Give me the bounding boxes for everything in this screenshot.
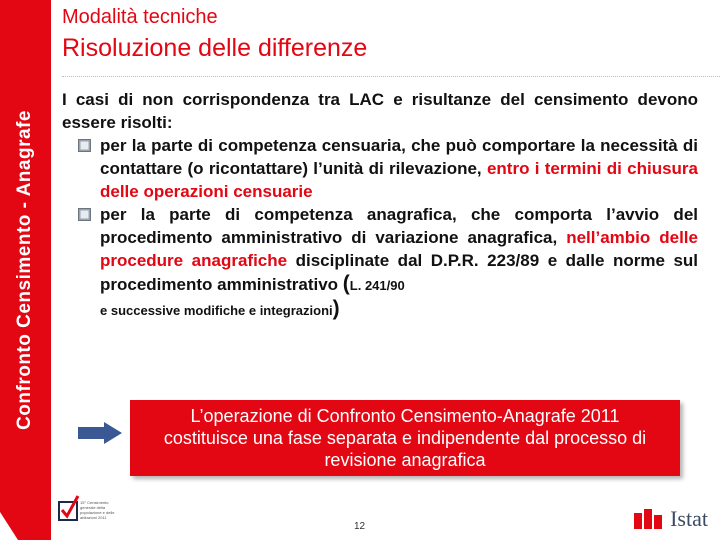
vertical-section-title: Confronto Censimento - Anagrafe [14, 110, 35, 430]
title-divider [62, 76, 720, 77]
sidebar-notch [0, 512, 18, 540]
bullet2-text-2: disciplinate dal D.P.R. 223/89 e dalle norme sul procedimento amministrativo [100, 251, 699, 294]
istat-mark-icon [634, 509, 664, 529]
bullet2-highlight: nell’ambio delle procedure anagrafiche [100, 228, 698, 270]
law-reference-note: e successive modifiche e integrazioni [100, 303, 333, 318]
bullet1-highlight: entro i termini di chiusura delle operazioni censuarie [100, 159, 698, 201]
page-title: Risoluzione delle differenze [62, 34, 368, 62]
checkbox-bullet-icon [78, 208, 91, 221]
paren-open: ( [342, 272, 350, 295]
checkbox-bullet-icon [78, 139, 91, 152]
bullet-item-census [62, 134, 698, 203]
law-reference: L. 241/90 [349, 278, 405, 293]
intro-paragraph: I casi di non corrispondenza tra LAC e risultanze del censimento devono essere risolti: [62, 90, 698, 132]
bullet-item-registry [62, 203, 698, 322]
sidebar [0, 0, 51, 540]
istat-logo [634, 506, 708, 532]
arrow-right-icon [78, 422, 122, 444]
census-logo-text: 15° Censimento generale della popolazione e delle abitazioni 2011 [80, 500, 115, 520]
bullet2-text-1: per la parte di competenza anagrafica, che comporta l’avvio del procedimento amministrativo di variazione anagrafica, [100, 205, 698, 247]
callout-box [130, 400, 680, 476]
body-text [62, 88, 698, 322]
bullet1-text: per la parte di competenza censuaria, che può comportare la necessità di contattare (o ricontattare) l’unità di rilevazione, [100, 136, 698, 178]
istat-wordmark: Istat [670, 506, 708, 531]
page-subtitle: Modalità tecniche [62, 6, 218, 28]
page-number: 12 [354, 521, 366, 532]
census-logo-icon [58, 492, 80, 526]
paren-close: ) [332, 297, 340, 320]
callout-text: L’operazione di Confronto Censimento-Anagrafe 2011 costituisce una fase separata e indipendente dal processo di revisione anagrafica [163, 406, 647, 470]
